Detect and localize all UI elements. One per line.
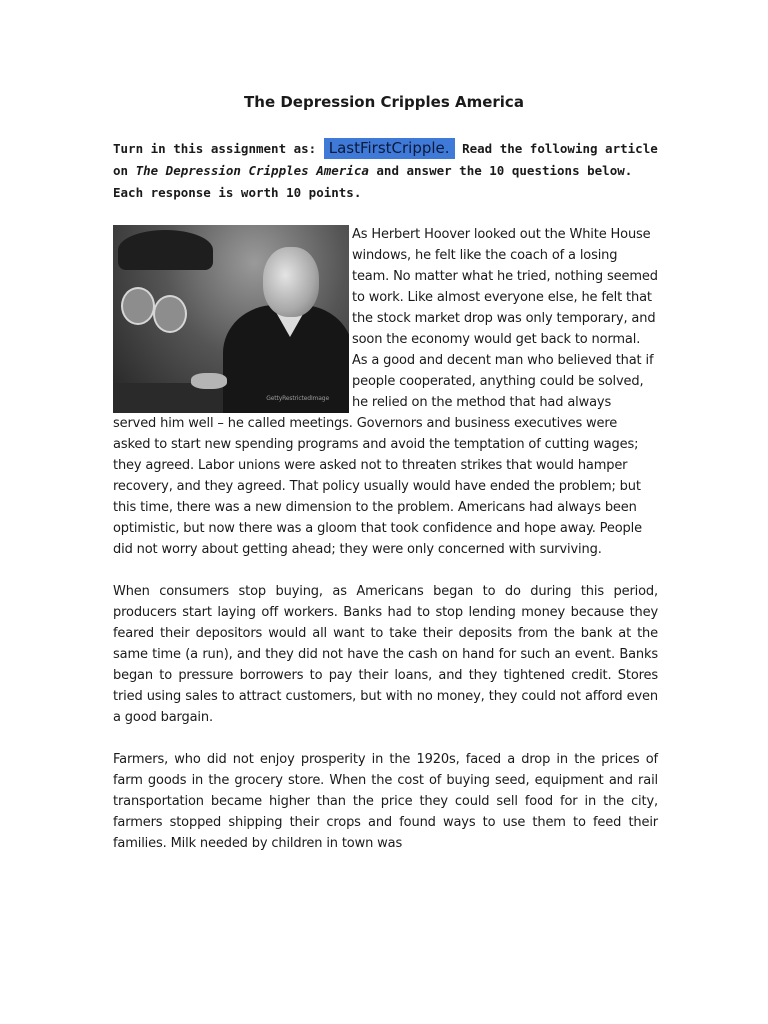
article-title-reference: The Depression Cripples America [135,163,369,178]
instructions-prefix: Turn in this assignment as: [113,141,324,156]
photo-credit: GettyRestrictedImage [266,395,329,402]
paragraph: As Herbert Hoover looked out the White House windows, he felt like the coach of a losing team. No matter what he tried, nothing seemed to work. Like almost everyone else, he felt that the stock market drop was only temporary, and soon the economy would get back to normal. As a good and decent man who believed that if people cooperated, anything could be solved, he relied on the method that had always served him well – he called meetings. Governors and business executives were asked to start new spending programs and avoid the temptation of cutting wages; they agreed. Labor unions were asked not to threaten strikes that would hamper recovery, and they agreed. That policy usually would have ended the problem; but this time, there was a new dimension to the problem. Americans had always been optimistic, but now there was a gloom that took confidence and hope away. People did not worry about getting ahead; they were only concerned with surviving. [113,227,658,557]
file-name-highlight: LastFirstCripple. [324,138,455,159]
photo-figure-hand [191,373,227,389]
photo-lamp [118,230,213,270]
hoover-photo [113,225,349,413]
photo-microphone [153,295,187,333]
instructions-middle: Read the following article on [113,141,658,178]
paragraph: Farmers, who did not enjoy prosperity in the 1920s, faced a drop in the prices of farm goods in the grocery store. When the cost of buying seed, equipment and rail transportation became higher than the price they could sell food for in the city, farmers stopped shipping their crops and found ways to use them to feed their families. Milk needed by children in town was [113,752,658,851]
paragraph: When consumers stop buying, as Americans began to do during this period, producers start laying off workers. Banks had to stop lending money because they feared their depositors would all want to take their deposits from the bank at the same time (a run), and they did not have the cash on hand for such an event. Banks began to pressure borrowers to pay their loans, and they tightened credit. Stores tried using sales to attract customers, but with no money, they could not afford even a good bargain. [113,584,658,725]
article-body [113,224,658,875]
assignment-instructions [113,137,658,204]
instructions-suffix: and answer the 10 questions below. Each response is worth 10 points. [113,163,633,200]
page-title: The Depression Cripples America [244,93,524,111]
photo-microphone [121,287,155,325]
photo-figure-head [263,247,319,317]
